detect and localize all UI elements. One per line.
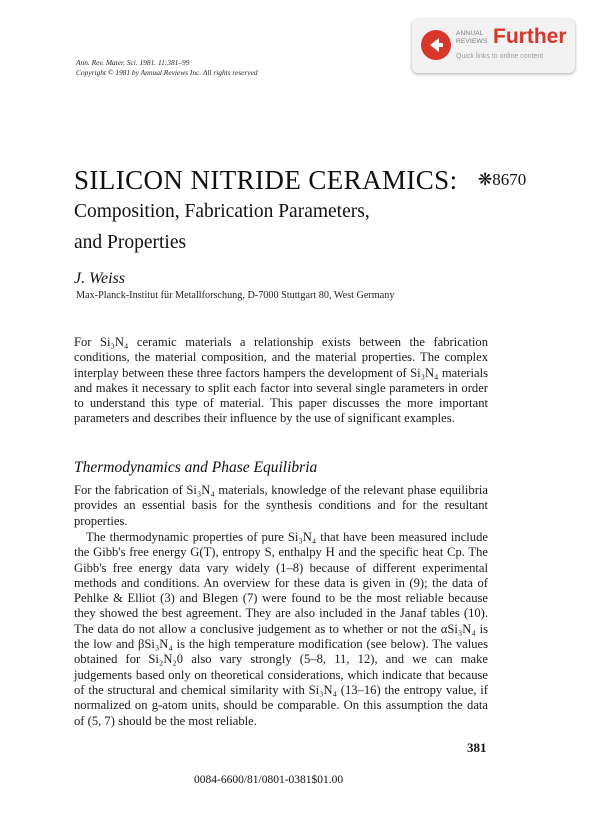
publisher-name xyxy=(456,30,487,45)
brand-label: Further xyxy=(493,25,567,48)
body-paragraph-2: The thermodynamic properties of pure Si₃N₄ that have been measured include the Gibb's free energy G(T), entropy S, enthalpy H and the specific heat Cp. The Gibb's free energy data vary widely (1–8) because of different experimental methods and conditions. An overview for these data is given in (9); the data of Pehlke & Elliot (3) and Blegen (7) were found to be the most reliable because they showed the best agreement. They are also included in the Janaf tables (10). The data do not allow a conclusive judgement as to whether or not the αSi₃N₄ is the low and βSi₃N₄ is the high temperature modification (see below). The values obtained for Si₂N₂0 also vary strongly (5–8, 11, 12), and we can make judgements based only on theoretical considerations, which indicate that because of the structural and chemical similarity with Si₃N₄ (13–16) the entropy value, if normalized on g-atom units, should be comparable. On this assumption the data of (5, 7) should be the most reliable. xyxy=(74,530,488,728)
article-subtitle-line2: and Properties xyxy=(74,232,187,253)
body-paragraph-1: For the fabrication of Si₃N₄ materials, knowledge of the relevant phase equilibria provides an essential basis for the synthesis conditions and for the resultant properties. xyxy=(74,483,488,528)
publisher-line1: ANNUAL xyxy=(456,30,484,37)
page-number: 381 xyxy=(467,740,487,755)
publisher-line2: REVIEWS xyxy=(456,37,488,45)
article-subtitle-line1: Composition, Fabrication Parameters, xyxy=(74,201,370,222)
badge-tagline: Quick links to online content xyxy=(456,53,544,60)
citation-block xyxy=(76,58,258,78)
journal-line: Ann. Rev. Mater. Sci. 1981. 11:381–99 xyxy=(76,58,190,67)
section-heading: Thermodynamics and Phase Equilibria xyxy=(74,459,318,476)
arrow-left-icon xyxy=(421,30,451,60)
copyright-line: Copyright © 1981 by Annual Reviews Inc. All rights reserved xyxy=(76,68,258,77)
article-title: SILICON NITRIDE CERAMICS: xyxy=(74,165,458,195)
footer-code: 0084-6600/81/0801-0381$01.00 xyxy=(194,774,344,786)
abstract-paragraph: For Si₃N₄ ceramic materials a relationship exists between the fabrication conditions, the material composition, and the material properties. The complex interplay between these three factors hampers the development of Si₃N₄ materials and makes it necessary to split each factor into several single parameters in order to understand this type of material. This paper discusses the more important parameters and describes their influence by the use of significant examples. xyxy=(74,335,488,426)
article-code: ❋8670 xyxy=(478,170,527,189)
author-affiliation: Max-Planck-Institut für Metallforschung, D-7000 Stuttgart 80, West Germany xyxy=(76,290,395,301)
further-badge[interactable] xyxy=(412,19,575,73)
author-name: J. Weiss xyxy=(74,270,125,287)
